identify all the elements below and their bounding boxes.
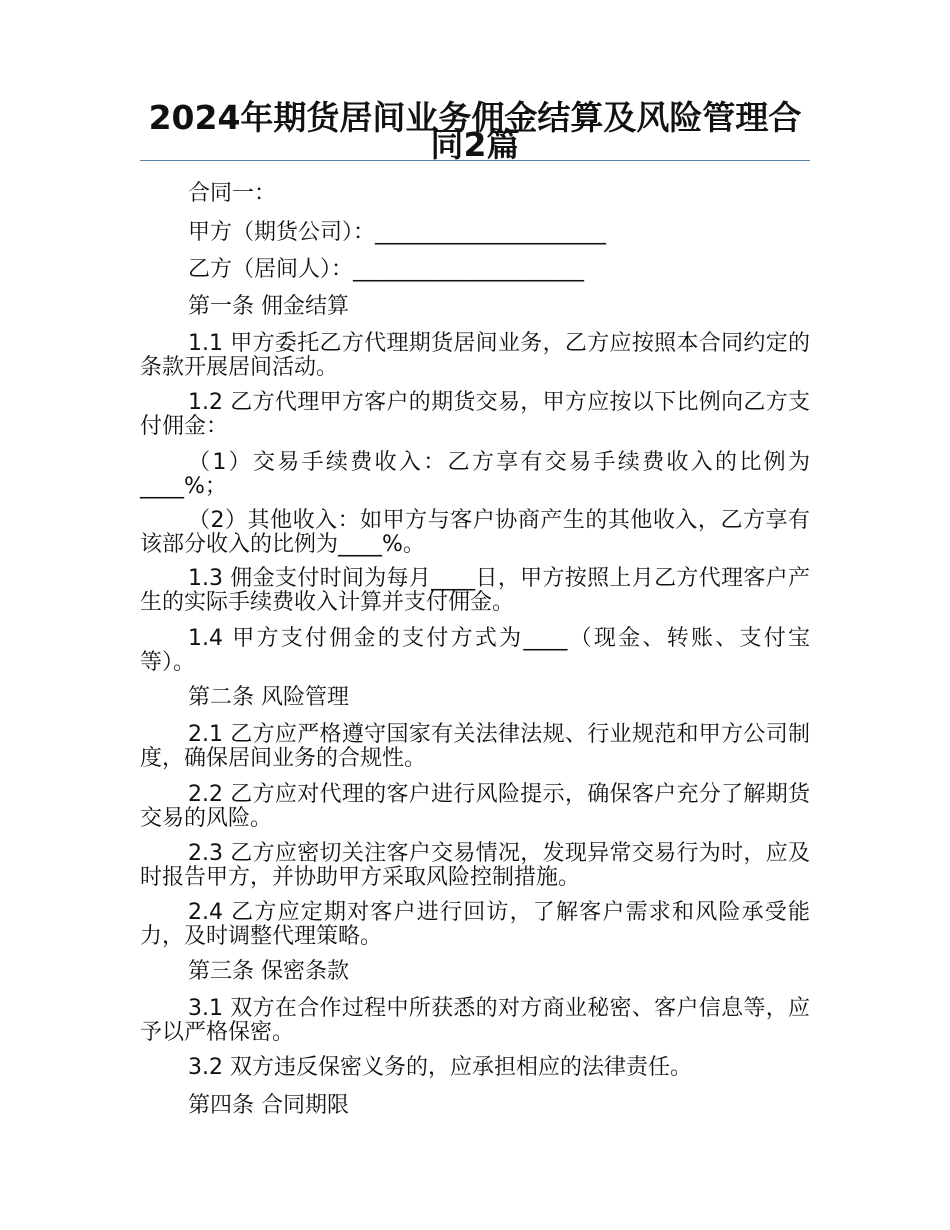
clause-1-2-item-2: （2）其他收入：如甲方与客户协商产生的其他收入，乙方享有该部分收入的比例为____%。 (140, 508, 810, 557)
article-4-heading: 第四条 合同期限 (188, 1093, 349, 1118)
article-1-heading: 第一条 佣金结算 (188, 294, 349, 319)
clause-3-2: 3.2 双方违反保密义务的，应承担相应的法律责任。 (188, 1055, 692, 1080)
title-underline (140, 160, 810, 161)
clause-2-1: 2.1 乙方应严格遵守国家有关法律法规、行业规范和甲方公司制度，确保居间业务的合规性。 (140, 722, 810, 771)
clause-1-1: 1.1 甲方委托乙方代理期货居间业务，乙方应按照本合同约定的条款开展居间活动。 (140, 331, 810, 380)
clause-1-2: 1.2 乙方代理甲方客户的期货交易，甲方应按以下比例向乙方支付佣金： (140, 390, 810, 439)
clause-1-2-item-1: （1）交易手续费收入：乙方享有交易手续费收入的比例为____%； (140, 450, 810, 499)
party-b-line: 乙方（居间人）：_____________________ (188, 257, 585, 282)
document-title: 2024年期货居间业务佣金结算及风险管理合同2篇 (148, 98, 802, 164)
contract-label: 合同一： (188, 181, 277, 206)
clause-2-3: 2.3 乙方应密切关注客户交易情况，发现异常交易行为时，应及时报告甲方，并协助甲方采取风险控制措施。 (140, 841, 810, 890)
article-3-heading: 第三条 保密条款 (188, 959, 349, 984)
clause-2-2: 2.2 乙方应对代理的客户进行风险提示，确保客户充分了解期货交易的风险。 (140, 782, 810, 831)
party-a-line: 甲方（期货公司）：_____________________ (188, 220, 607, 245)
clause-3-1: 3.1 双方在合作过程中所获悉的对方商业秘密、客户信息等，应予以严格保密。 (140, 996, 810, 1045)
clause-1-3: 1.3 佣金支付时间为每月____日，甲方按照上月乙方代理客户产生的实际手续费收入计算并支付佣金。 (140, 566, 810, 615)
article-2-heading: 第二条 风险管理 (188, 685, 349, 710)
clause-1-4: 1.4 甲方支付佣金的支付方式为____（现金、转账、支付宝等）。 (140, 626, 810, 675)
clause-2-4: 2.4 乙方应定期对客户进行回访，了解客户需求和风险承受能力，及时调整代理策略。 (140, 900, 810, 949)
